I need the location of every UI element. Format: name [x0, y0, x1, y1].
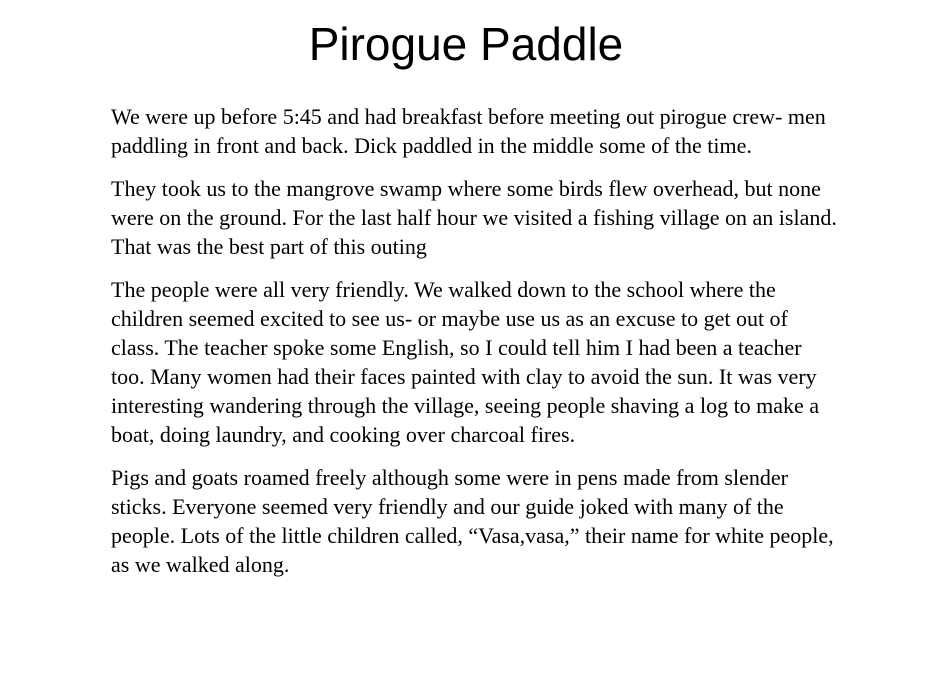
paragraph: They took us to the mangrove swamp where some birds flew overhead, but none were on the ground. For the last half hour we visited a fishing village on an island. That was the best part of this outing [111, 176, 837, 259]
document-body [111, 102, 839, 593]
paragraph: The people were all very friendly. We walked down to the school where the children seemed excited to see us- or maybe use us as an excuse to get out of class. The teacher spoke some English, so I could tell him I had been a teacher too. Many women had their faces painted with clay to avoid the sun. It was very interesting wandering through the village, seeing people shaving a log to make a boat, doing laundry, and cooking over charcoal fires. [111, 277, 820, 447]
page-title: Pirogue Paddle [308, 18, 624, 70]
paragraph: Pigs and goats roamed freely although some were in pens made from slender sticks. Everyone seemed very friendly and our guide joked with many of the people. Lots of the little children called, “Vasa,vasa,” their name for white people, as we walked along. [111, 465, 834, 577]
paragraph: We were up before 5:45 and had breakfast before meeting out pirogue crew- men paddling in front and back. Dick paddled in the middle some of the time. [111, 104, 826, 158]
